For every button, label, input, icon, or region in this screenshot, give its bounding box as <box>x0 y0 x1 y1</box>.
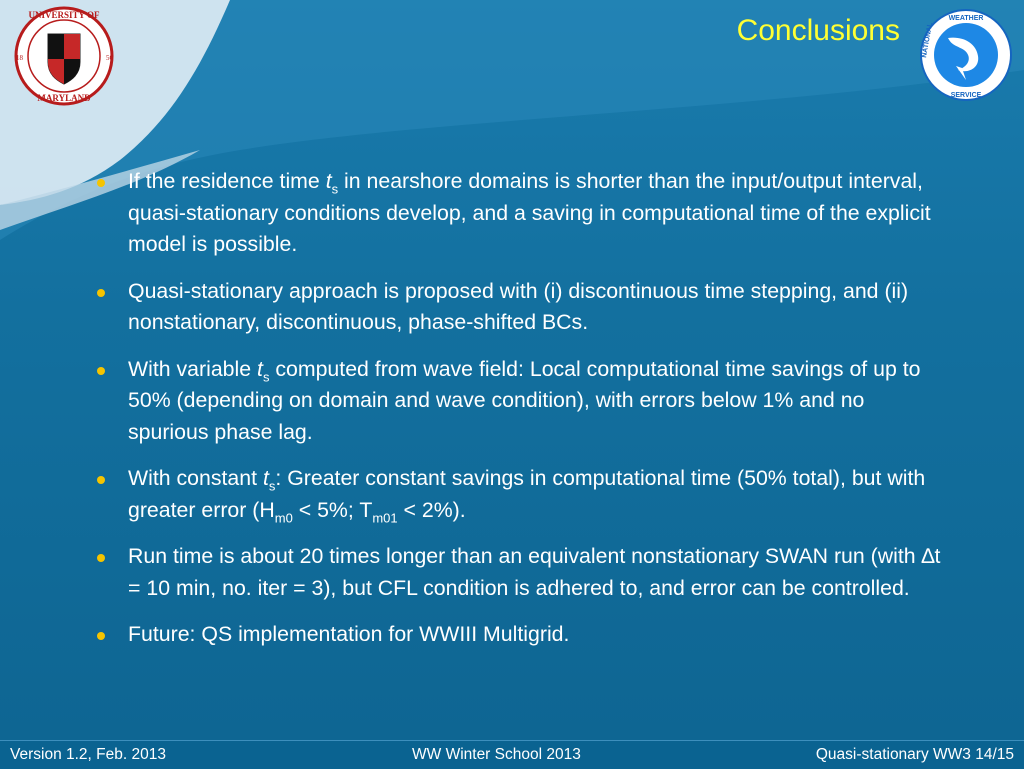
svg-text:WEATHER: WEATHER <box>948 15 984 22</box>
bullet-icon <box>97 367 105 375</box>
umd-seal <box>8 4 120 108</box>
list-item: Run time is about 20 times longer than an equivalent nonstationary SWAN run (with ∆t = 10 min, no. iter = 3), but CFL condition is adhered to, and error can be controlled. <box>92 541 942 604</box>
slide-title: Conclusions <box>736 14 900 47</box>
list-item: Future: QS implementation for WWIII Multigrid. <box>92 619 942 651</box>
list-item: With variable $t_s$ computed from wave field: Local computational time savings of up to 50% (depending on domain and wave condition), with errors below 1% and no spurious phase lag. <box>92 354 942 449</box>
list-item: With constant $t_s$: Greater constant savings in computational time (50% total), but with greater error ($H_{m0} < 5\%$; $T_{m01} < 2\%$). <box>92 463 942 526</box>
svg-text:MARYLAND: MARYLAND <box>37 93 91 103</box>
bullet-icon <box>97 289 105 297</box>
list-item: Quasi-stationary approach is proposed with (i) discontinuous time stepping, and (ii) nonstationary, discontinuous, phase-shifted BCs. <box>92 276 942 339</box>
university-of-maryland-seal-icon <box>8 4 120 108</box>
footer-event: WW Winter School 2013 <box>412 746 581 763</box>
national-weather-service-logo-icon <box>918 8 1014 102</box>
footer-page-number: Quasi-stationary WW3 14/15 <box>815 746 1014 763</box>
svg-text:SERVICE: SERVICE <box>950 92 982 99</box>
footer-bar <box>0 740 1024 769</box>
bullet-icon <box>97 632 105 640</box>
svg-text:56: 56 <box>106 54 113 62</box>
svg-text:18: 18 <box>16 54 23 62</box>
list-item: If the residence time $t_s$ in nearshore domains is shorter than the input/output interval, quasi-stationary conditions develop, and a saving in computational time of the explicit model is possible. <box>92 166 942 261</box>
bullet-icon <box>97 179 105 187</box>
bullet-icon <box>97 476 105 484</box>
bullet-list <box>92 166 942 666</box>
svg-text:NATIONAL: NATIONAL <box>921 22 935 59</box>
nws-logo <box>918 8 1014 102</box>
bullet-icon <box>97 554 105 562</box>
footer-version: Version 1.2, Feb. 2013 <box>10 746 166 763</box>
svg-text:UNIVERSITY OF: UNIVERSITY OF <box>28 10 100 20</box>
